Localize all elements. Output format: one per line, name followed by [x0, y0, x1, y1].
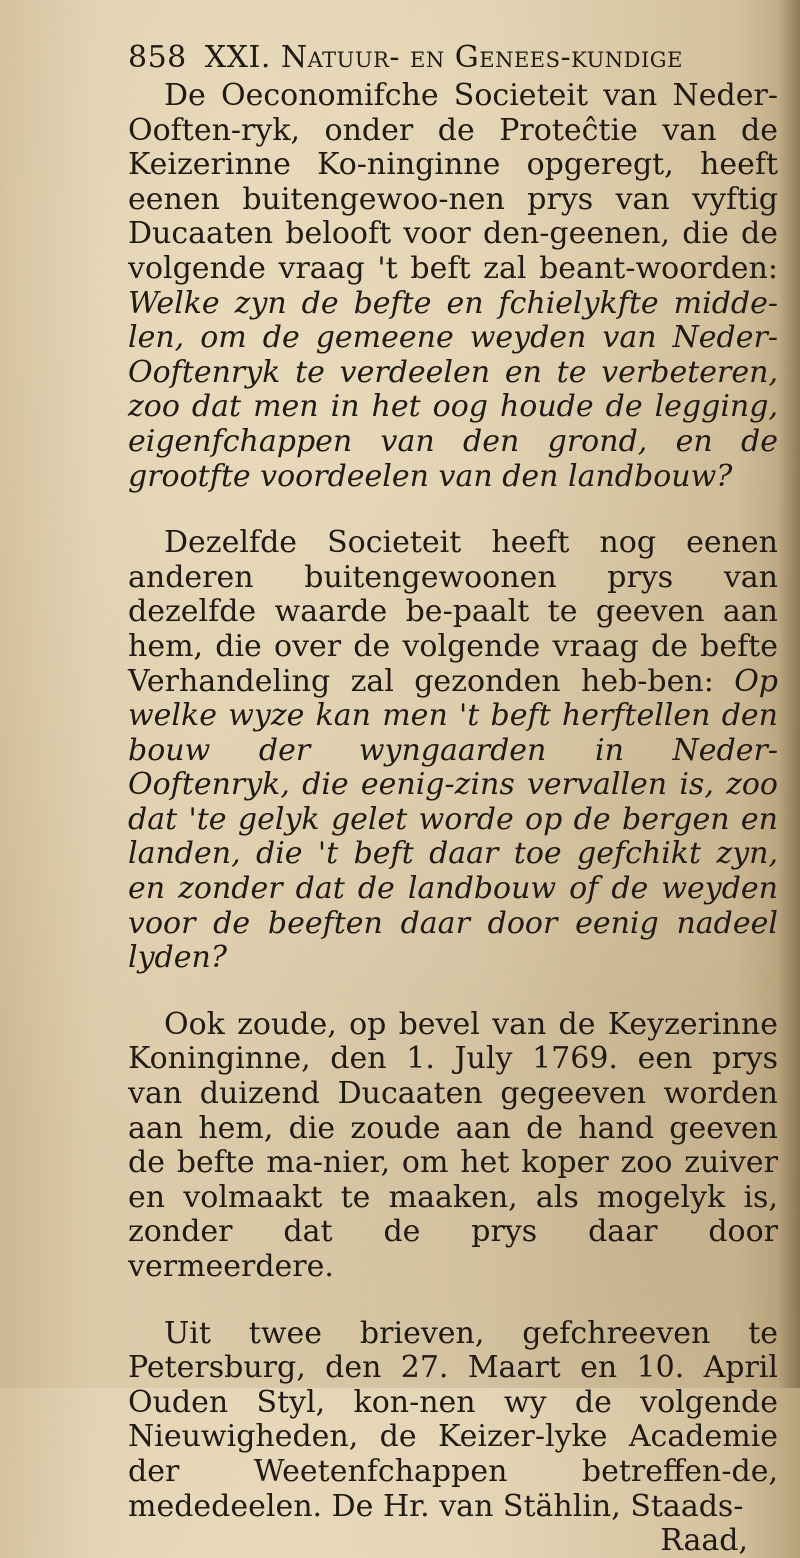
- paragraph-2-roman: Dezelfde Societeit heeft nog eenen anderen buitengewoonen prys van dezelfde waarde be-paalt te geeven aan hem, die over de volgende vraag de befte Verhandeling zal gezonden heb-ben:: [128, 525, 778, 699]
- paragraph-1-italic: Welke zyn de befte en fchielykfte midde-len, om de gemeene weyden van Neder-Ooftenryk te verdeelen en te verbeteren, zoo dat men in het oog houde de legging, eigenfchappen van den grond, en de grootfte voordeelen van den landbouw?: [128, 285, 778, 494]
- running-head: [128, 40, 778, 75]
- paragraph-4: [128, 1317, 778, 1525]
- page-number: 858: [128, 40, 187, 75]
- book-page: [128, 40, 778, 1558]
- catchword: Raad,: [660, 1523, 748, 1558]
- paragraph-3-roman: Ook zoude, op bevel van de Keyzerinne Koninginne, den 1. July 1769. een prys van duizend Ducaaten gegeeven worden aan hem, die zoude aan de hand geeven de befte ma-nier, om het koper zoo zuiver en volmaakt te maaken, als mogelyk is, zonder dat de prys daar door vermeerdere.: [128, 1006, 778, 1284]
- page-edge-shadow: [778, 0, 800, 1388]
- chapter-title: XXI. Natuur- en Genees-kundige: [204, 40, 683, 75]
- paragraph-1: [128, 79, 778, 494]
- paragraph-4-roman: Uit twee brieven, gefchreeven te Petersburg, den 27. Maart en 10. April Ouden Styl, kon-nen wy de volgende Nieuwigheden, de Keizer-lyke Academie der Weetenfchappen betreffen-de, mededeelen. De Hr. van Stählin, Staads-: [128, 1315, 778, 1524]
- paragraph-1-roman: De Oeconomifche Societeit van Neder-Ooften-ryk, onder de Proteĉtie van de Keizerinne Ko-ninginne opgeregt, heeft eenen buitengewoo-nen prys van vyftig Ducaaten belooft voor den-geenen, die de volgende vraag 't beft zal beant-woorden:: [128, 78, 778, 286]
- paragraph-2-italic: Op welke wyze kan men 't beft herftellen den bouw der wyngaarden in Neder-Ooftenryk, die eenig-zins vervallen is, zoo dat 'te gelyk gelet worde op de bergen en landen, die 't beft daar toe gefchikt zyn, en zonder dat de landbouw of de weyden voor de beeften daar door eenig nadeel lyden?: [128, 663, 778, 976]
- paragraph-3: [128, 1008, 778, 1285]
- paragraph-2: [128, 526, 778, 976]
